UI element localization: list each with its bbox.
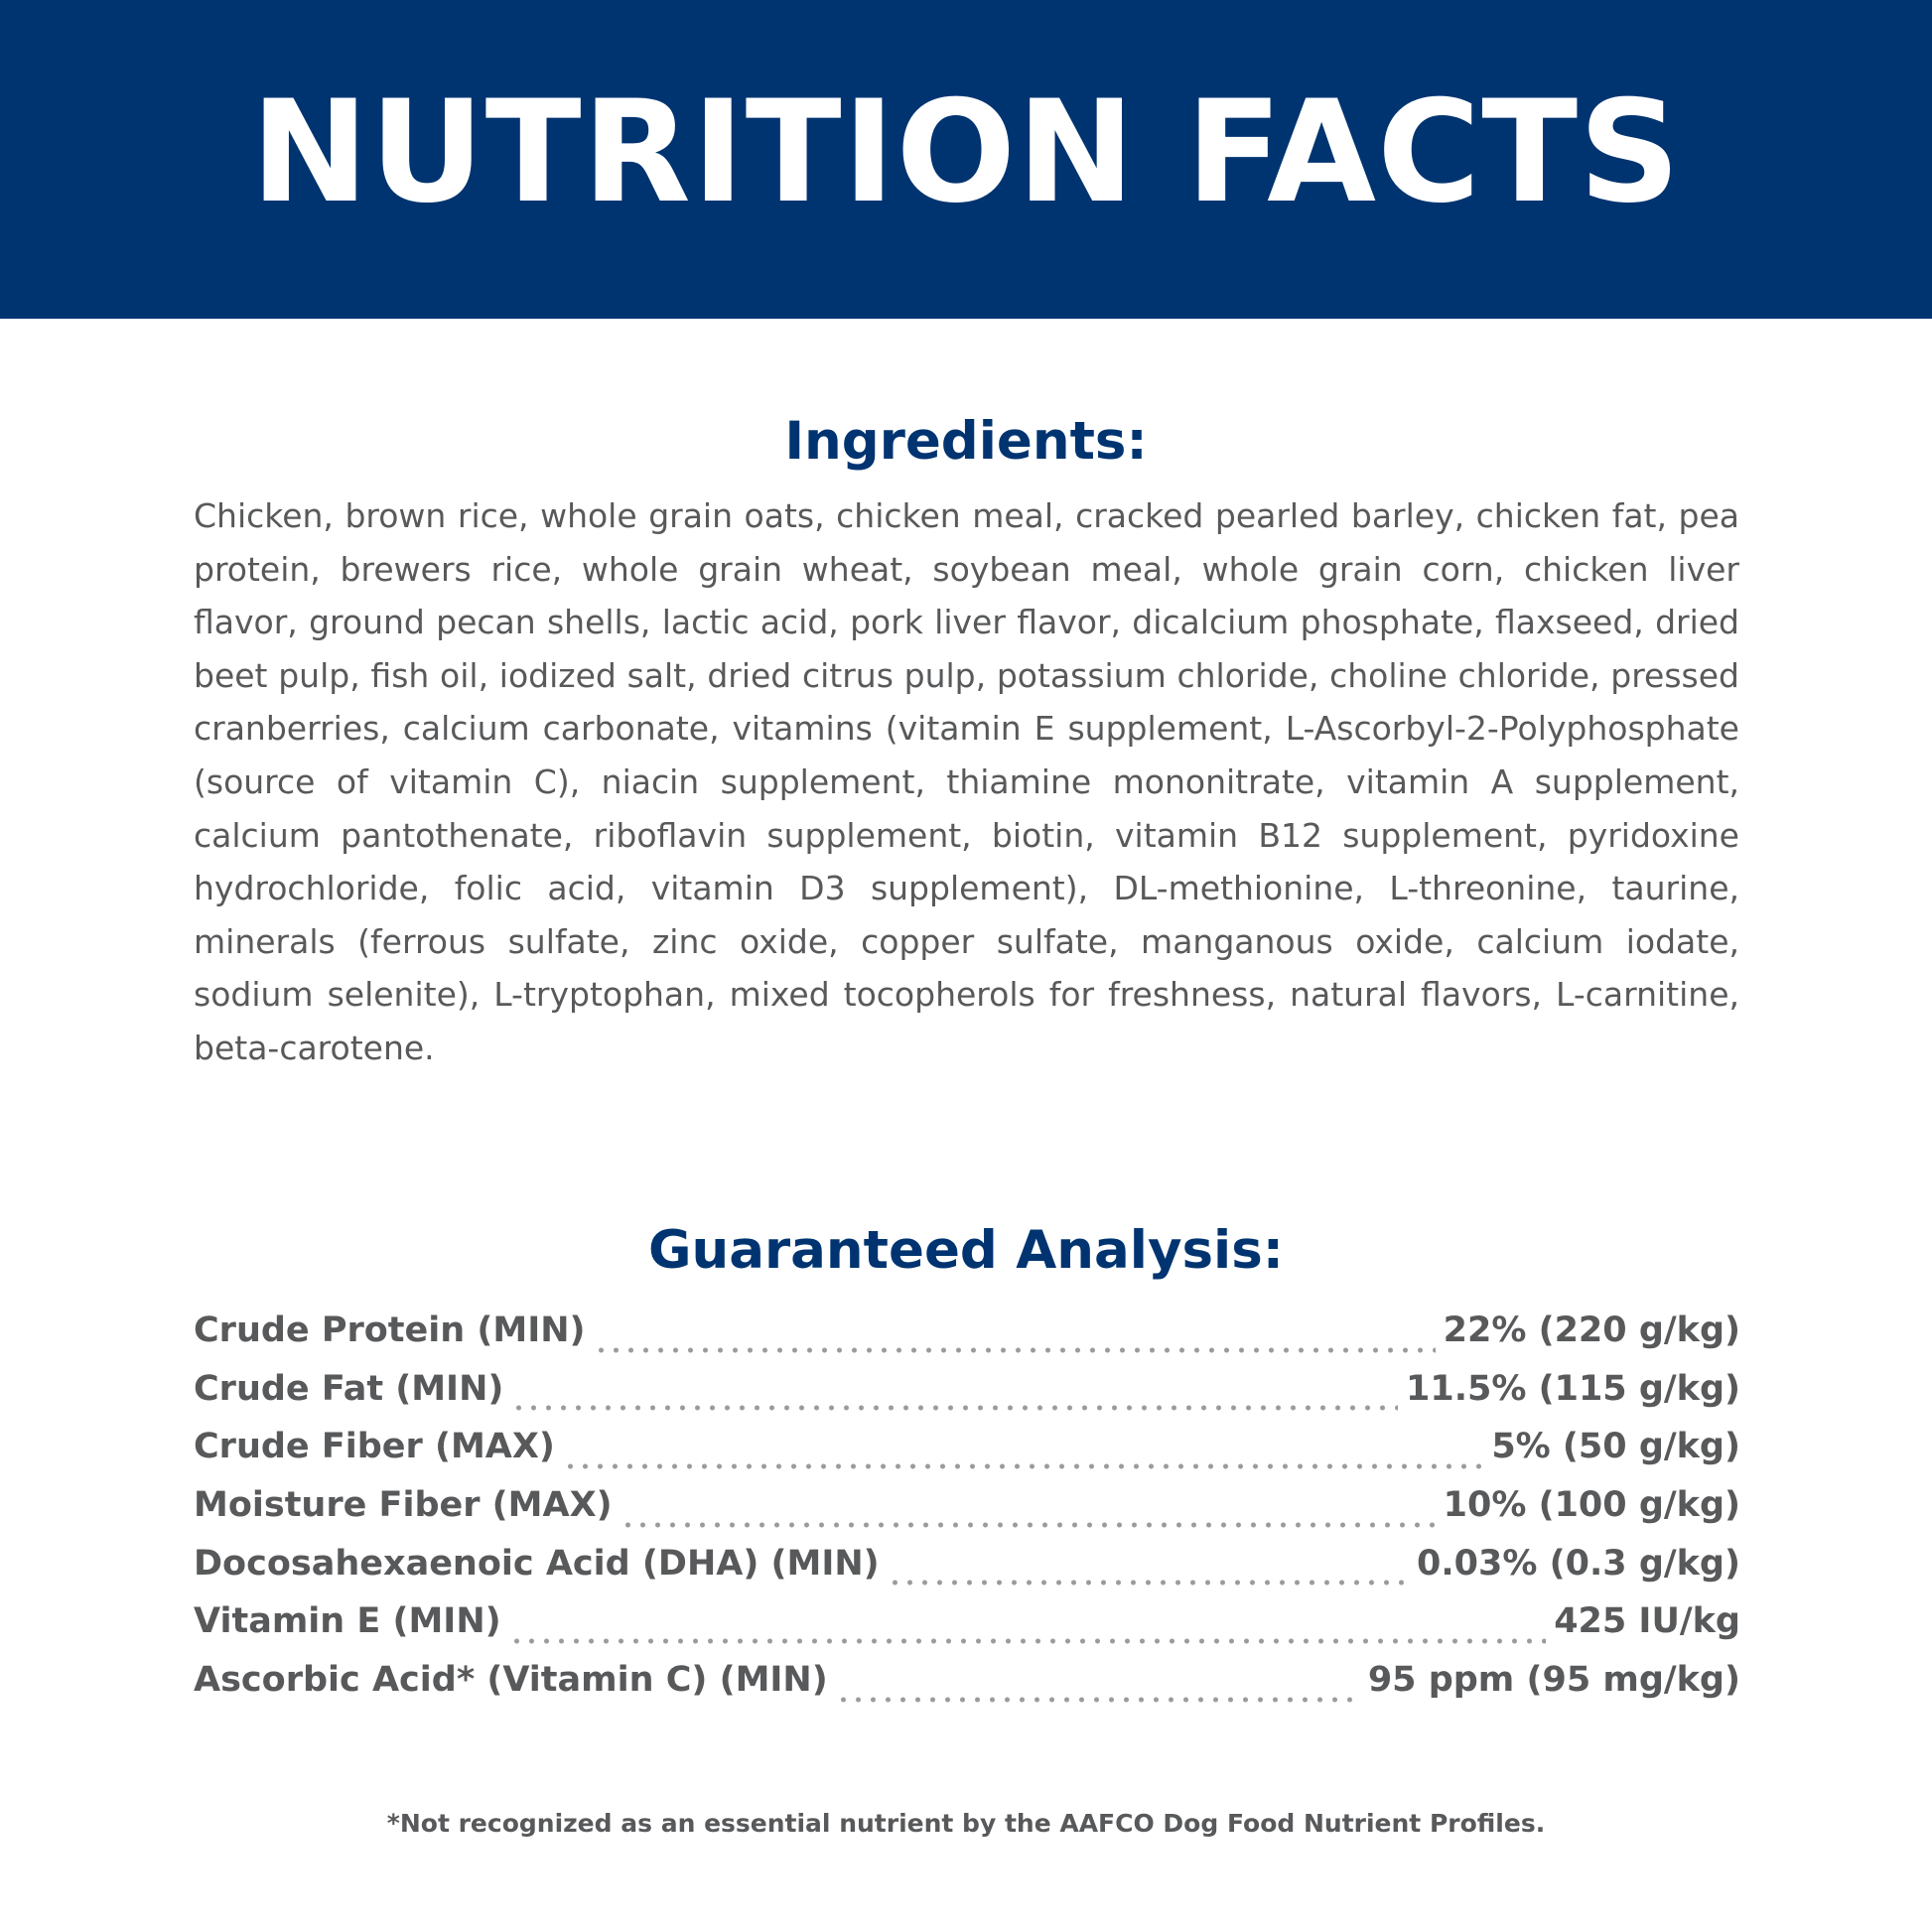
analysis-value: 95 ppm (95 mg/kg) bbox=[1367, 1660, 1740, 1701]
analysis-row-crude-fiber bbox=[194, 1427, 1740, 1485]
analysis-value: 11.5% (115 g/kg) bbox=[1405, 1368, 1740, 1409]
dot-leader bbox=[621, 1522, 1436, 1528]
ingredients-heading: Ingredients: bbox=[784, 411, 1148, 472]
analysis-row-vitamin-e bbox=[194, 1601, 1740, 1660]
dot-leader bbox=[836, 1697, 1360, 1703]
dot-leader bbox=[888, 1580, 1409, 1586]
analysis-label: Vitamin E (MIN) bbox=[194, 1601, 501, 1642]
guaranteed-analysis-table bbox=[194, 1311, 1740, 1719]
guaranteed-analysis-heading: Guaranteed Analysis: bbox=[648, 1220, 1284, 1281]
header-banner bbox=[0, 0, 1932, 319]
dot-leader bbox=[511, 1405, 1398, 1411]
analysis-value: 10% (100 g/kg) bbox=[1443, 1485, 1740, 1526]
page-title: NUTRITION FACTS bbox=[250, 70, 1682, 234]
analysis-value: 22% (220 g/kg) bbox=[1443, 1311, 1740, 1350]
analysis-row-crude-protein bbox=[194, 1311, 1740, 1369]
ingredients-list: Chicken, brown rice, whole grain oats, chicken meal, cracked pearled barley, chicken fat, pea protein, brewers rice, whole grain wheat, soybean meal, whole grain corn, chicken liver flavor, ground pecan shells, lactic acid, pork liver flavor, dicalcium phosphate, flaxseed, dried beet pulp, fish oil, iodized salt, dried citrus pulp, potassium chloride, choline chloride, pressed cranberries, calcium carbonate, vitamins (vitamin E supplement, L-Ascorbyl-2-Polyphosphate (source of vitamin C), niacin supplement, thiamine mononitrate, vitamin A supplement, calcium pantothenate, riboflavin supplement, biotin, vitamin B12 supplement, pyridoxine hydrochloride, folic acid, vitamin D3 supplement), DL-methionine, L-threonine, taurine, minerals (ferrous sulfate, zinc oxide, copper sulfate, manganous oxide, calcium iodate, sodium selenite), L-tryptophan, mixed tocopherols for freshness, natural flavors, L-carnitine, beta-carotene. bbox=[194, 496, 1739, 1067]
analysis-label: Crude Protein (MIN) bbox=[194, 1311, 586, 1350]
analysis-label: Crude Fat (MIN) bbox=[194, 1368, 504, 1409]
analysis-value: 0.03% (0.3 g/kg) bbox=[1417, 1543, 1740, 1584]
analysis-row-moisture bbox=[194, 1485, 1740, 1544]
analysis-row-ascorbic-acid bbox=[194, 1660, 1740, 1719]
analysis-label: Docosahexaenoic Acid (DHA) (MIN) bbox=[194, 1543, 880, 1584]
footnote: *Not recognized as an essential nutrient by the AAFCO Dog Food Nutrient Profiles. bbox=[386, 1809, 1546, 1838]
analysis-row-crude-fat bbox=[194, 1369, 1740, 1428]
analysis-label: Crude Fiber (MAX) bbox=[194, 1427, 555, 1467]
analysis-value: 425 IU/kg bbox=[1554, 1601, 1740, 1642]
analysis-label: Ascorbic Acid* (Vitamin C) (MIN) bbox=[194, 1660, 828, 1701]
analysis-value: 5% (50 g/kg) bbox=[1491, 1427, 1740, 1467]
dot-leader bbox=[594, 1347, 1436, 1353]
analysis-label: Moisture Fiber (MAX) bbox=[194, 1485, 613, 1526]
analysis-row-dha bbox=[194, 1544, 1740, 1602]
dot-leader bbox=[509, 1638, 1547, 1644]
dot-leader bbox=[563, 1463, 1483, 1469]
